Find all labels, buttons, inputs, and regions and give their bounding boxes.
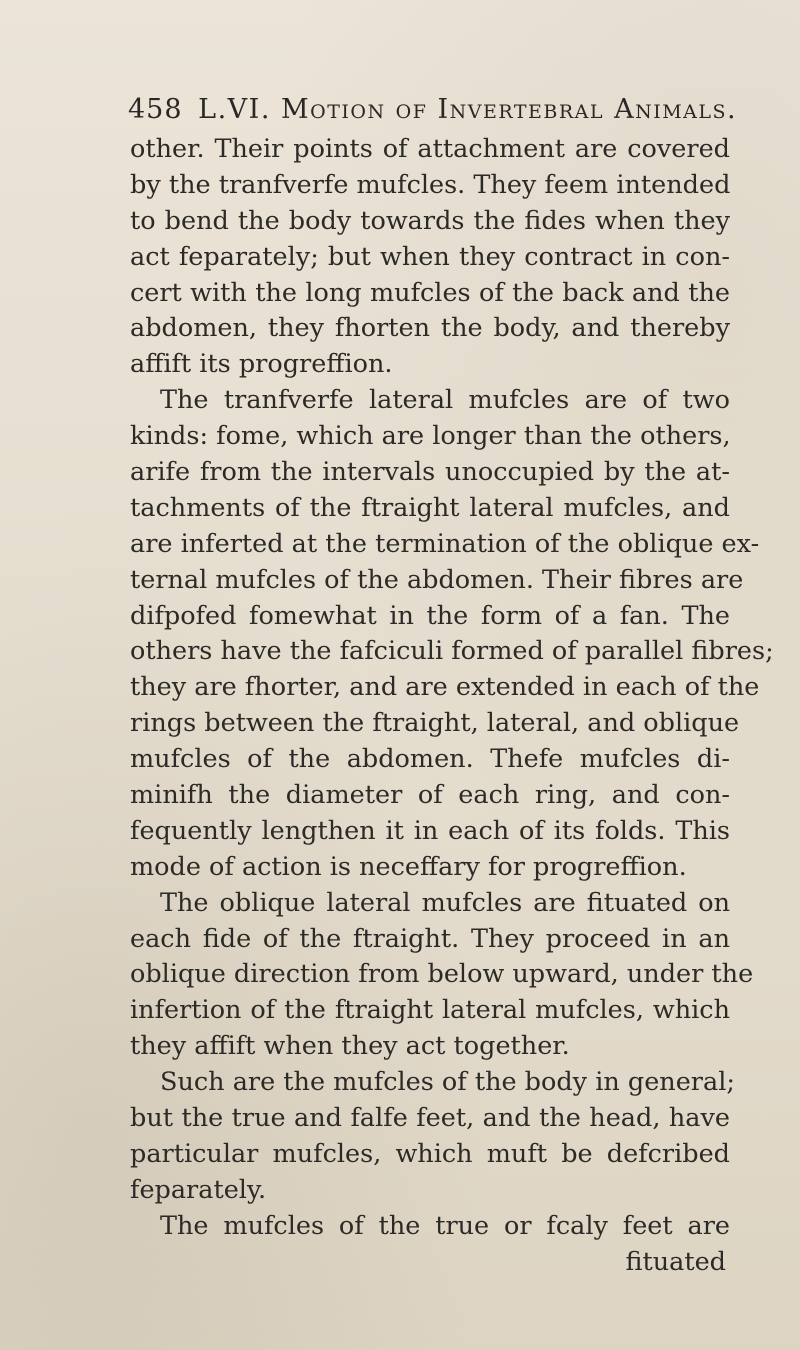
page-number: 458 bbox=[128, 94, 183, 125]
text-line: mode of action is neceffary for progreffion. bbox=[130, 851, 687, 882]
text-line: ternal mufcles of the abdomen. Their fibres are bbox=[130, 564, 744, 595]
body-text bbox=[130, 132, 774, 1281]
catchword: fituated bbox=[625, 1246, 726, 1277]
text-line: The oblique lateral mufcles are fituated on bbox=[160, 887, 730, 918]
text-line: minifh the diameter of each ring, and con- bbox=[130, 780, 730, 811]
text-line: abdomen, they fhorten the body, and thereby bbox=[130, 313, 730, 344]
text-line: mufcles of the abdomen. Thefe mufcles di- bbox=[130, 744, 730, 775]
running-head bbox=[128, 94, 737, 125]
text-line: other. Their points of attachment are covered bbox=[130, 134, 730, 164]
text-line: difpofed fomewhat in the form of a fan. The bbox=[130, 600, 730, 631]
text-line: fequently lengthen it in each of its folds. This bbox=[130, 815, 730, 846]
text-line: arife from the intervals unoccupied by the at- bbox=[130, 457, 730, 488]
text-line: feparately. bbox=[130, 1174, 267, 1205]
text-line: The mufcles of the true or fcaly feet are bbox=[160, 1210, 730, 1241]
text-line: to bend the body towards the fides when they bbox=[130, 205, 730, 236]
text-line: act feparately; but when they contract in con- bbox=[130, 241, 730, 272]
text-line: they are fhorter, and are extended in each of the bbox=[130, 672, 760, 703]
text-line: each fide of the ftraight. They proceed in an bbox=[130, 923, 730, 954]
text-line: Such are the mufcles of the body in general; bbox=[160, 1067, 735, 1098]
text-line: particular mufcles, which muft be defcribed bbox=[130, 1138, 730, 1169]
text-line: affift its progreffion. bbox=[130, 349, 393, 380]
running-title: L.VI. Motion of Invertebral Animals. bbox=[198, 94, 738, 125]
text-line: infertion of the ftraight lateral mufcles, which bbox=[130, 995, 730, 1026]
text-line: they affift when they act together. bbox=[130, 1031, 570, 1062]
text-line: others have the fafciculi formed of parallel fibres; bbox=[130, 636, 774, 667]
text-line: The tranfverfe lateral mufcles are of two bbox=[160, 385, 730, 416]
text-line: but the true and falfe feet, and the head, have bbox=[130, 1103, 730, 1134]
text-line: are inferted at the termination of the oblique ex- bbox=[130, 528, 760, 559]
text-line: oblique direction from below upward, under the bbox=[130, 959, 754, 990]
text-line: kinds: fome, which are longer than the others, bbox=[130, 421, 731, 452]
text-line: by the tranfverfe mufcles. They feem intended bbox=[130, 169, 731, 200]
text-line: rings between the ftraight, lateral, and oblique bbox=[130, 708, 740, 739]
text-line: cert with the long mufcles of the back and the bbox=[130, 277, 730, 308]
text-line: tachments of the ftraight lateral mufcles, and bbox=[130, 492, 730, 523]
